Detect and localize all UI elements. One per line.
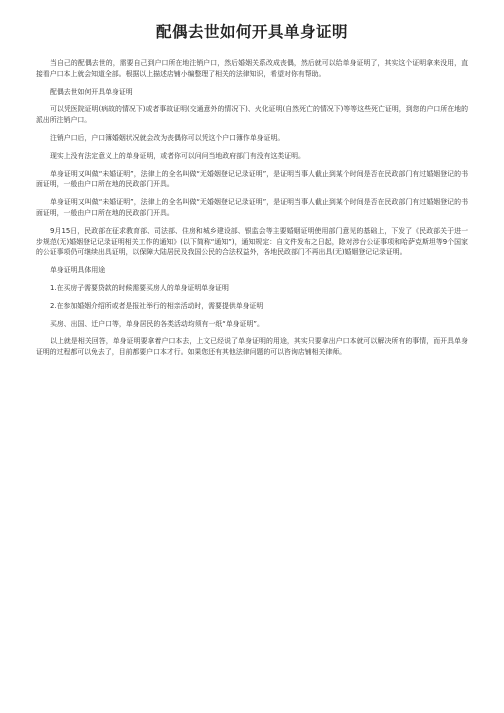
paragraph-death-certificate: 可以凭医院证明(病故的情况下)或者事故证明(交通意外的情况下)、火化证明(自然死亡的情况下)等等这些死亡证明，到您的户口所在地的派出所注销户口。 bbox=[36, 105, 468, 125]
paragraph-definition-2: 单身证明又叫做“未婚证明”，法律上的全名叫做“无婚姻登记记录证明”，是证明当事人截止到某个时间是否在民政部门有过婚姻登记的书面证明，一般由户口所在地的民政部门开具。 bbox=[36, 198, 468, 217]
paragraph-heading-uses: 单身证明具体用途 bbox=[50, 266, 106, 275]
paragraph-use-2: 2.在参加婚姻介绍所或者是报社举行的相亲活动时，需要提供单身证明 bbox=[50, 301, 264, 310]
paragraph-heading-how-to: 配偶去世如何开具单身证明 bbox=[50, 87, 133, 96]
paragraph-intro: 当自己的配偶去世的，需要自己到户口所在地注销户口，然后婚姻关系改成丧偶，然后就可以给单身证明了，其实这个证明拿来没用，直接看户口本上就会知道全部。根据以上描述店铺小编整理了相关的法律知识，希望对你有帮助。 bbox=[36, 59, 468, 78]
paragraph-conclusion: 以上就是相关回答，单身证明要拿着户口本去，上文已经说了单身证明的用途，其实只要拿出户口本就可以解决所有的事情，而开具单身证明的过程都可以免去了，目前都要户口本才行。如果您还有其他法律问题的可以咨询店铺相关律师。 bbox=[36, 337, 468, 357]
paragraph-no-legal-proof: 现实上没有法定意义上的单身证明，或者你可以问问当地政府部门有没有这类证明。 bbox=[50, 151, 305, 160]
document-title: 配偶去世如何开具单身证明 bbox=[155, 23, 348, 41]
paragraph-activities: 买房、出国、迁户口等，单身居民的各类活动均须有一纸“单身证明”。 bbox=[50, 319, 264, 328]
paragraph-definition-1: 单身证明又叫做“未婚证明”，法律上的全名叫做“无婚姻登记记录证明”，是证明当事人截止到某个时间是否在民政部门有过婚姻登记的书面证明，一般由户口所在地的民政部门开具。 bbox=[36, 169, 468, 189]
paragraph-use-1: 1.在买房子需要贷款的时候需要买房人的单身证明单身证明 bbox=[50, 283, 229, 292]
paragraph-household-register: 注销户口后，户口簿婚姻状况就会改为丧偶你可以凭这个户口簿作单身证明。 bbox=[50, 133, 285, 142]
paragraph-notice: 9月15日，民政部在征求教育部、司法部、住房和城乡建设部、银监会等主要婚姻证明使用部门意见的基础上，下发了《民政部关于进一步规范(无)婚姻登记记录证明相关工作的通知》(以下简称“通知”)，通知规定：自文件发布之日起，除对涉台公证事项和哈萨克斯坦等9个国家的公证事项仍可继续出具证明，以保障大陆居民及我国公民的合法权益外，各地民政部门不再出具(无)婚姻登记记录证明。 bbox=[36, 226, 468, 257]
